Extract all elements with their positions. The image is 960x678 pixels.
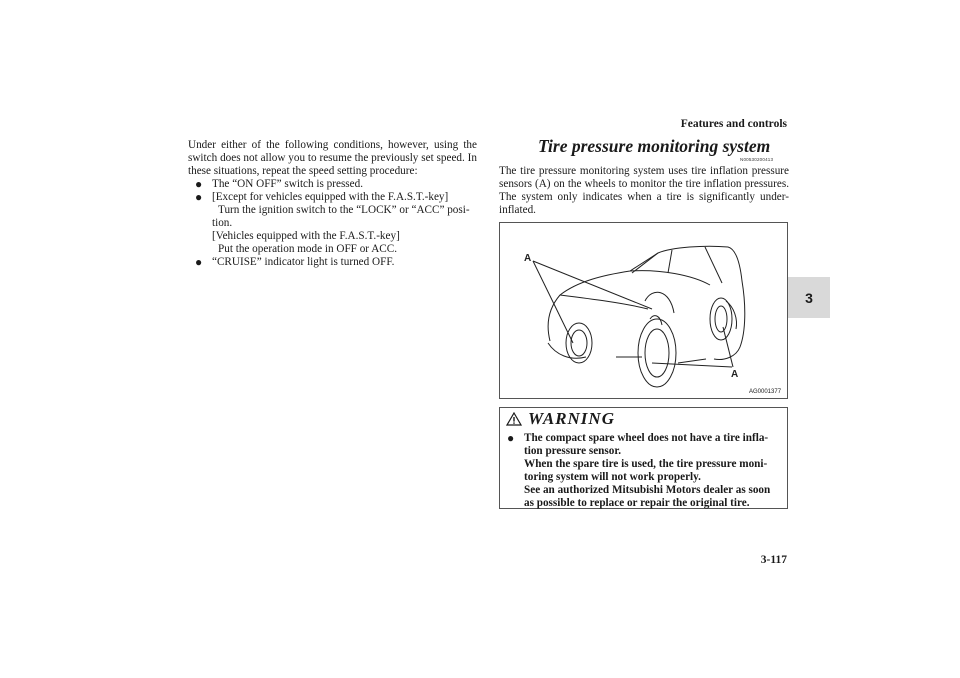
warning-title: WARNING — [528, 409, 615, 428]
warning-text — [506, 432, 782, 510]
list-subline: Put the operation mode in OFF or ACC. — [218, 243, 397, 255]
running-header: Features and controls — [680, 118, 787, 130]
bullet-icon: ● — [195, 255, 203, 269]
list-item: ● “CRUISE” indicator light is turned OFF. — [195, 255, 395, 269]
list-subline: tion. — [212, 217, 233, 229]
figure-code: AG0001377 — [749, 389, 782, 395]
warning-heading — [506, 409, 615, 429]
list-item: ● The compact spare wheel does not have a tire infla- — [507, 431, 769, 445]
list-item: ● The “ON OFF” switch is pressed. — [195, 177, 364, 191]
bullet-icon: ● — [195, 177, 203, 191]
section-title: Tire pressure monitoring system — [538, 136, 771, 156]
left-column — [188, 139, 477, 269]
warning-line: as possible to replace or repair the original tire. — [524, 497, 750, 509]
list-subline: Turn the ignition switch to the “LOCK” or “ACC” posi- — [218, 204, 470, 216]
bullet-icon: ● — [507, 431, 515, 445]
intro-paragraph: Under either of the following conditions, however, using the switch does not allow you to resume the previously set speed. In these situations, repeat the speed setting procedure: — [188, 139, 477, 177]
list-item: ● [Except for vehicles equipped with the F.A.S.T.-key] — [195, 190, 449, 204]
warning-line: See an authorized Mitsubishi Motors dealer as soon — [524, 484, 771, 496]
page-number: 3-117 — [760, 554, 787, 566]
list-subline: [Vehicles equipped with the F.A.S.T.-key] — [212, 230, 400, 242]
warning-line: tion pressure sensor. — [524, 445, 622, 457]
section-code: N00530200413 — [740, 157, 774, 162]
callout-label-a-top: A — [524, 253, 532, 264]
section-body: The tire pressure monitoring system uses tire inflation pressure sensors (A) on the wheels to monitor the tire inflation pressures. The system only indicates when a tire is significantly under-inflated. — [499, 165, 789, 216]
warning-line: When the spare tire is used, the tire pressure moni- — [524, 458, 768, 470]
callout-label-a-bottom: A — [731, 369, 739, 380]
chapter-tab: 3 — [788, 277, 830, 318]
warning-triangle-icon — [506, 412, 522, 426]
vehicle-figure — [499, 222, 788, 399]
vehicle-illustration — [500, 223, 787, 398]
bullet-icon: ● — [195, 190, 203, 204]
warning-line: toring system will not work properly. — [524, 471, 701, 483]
